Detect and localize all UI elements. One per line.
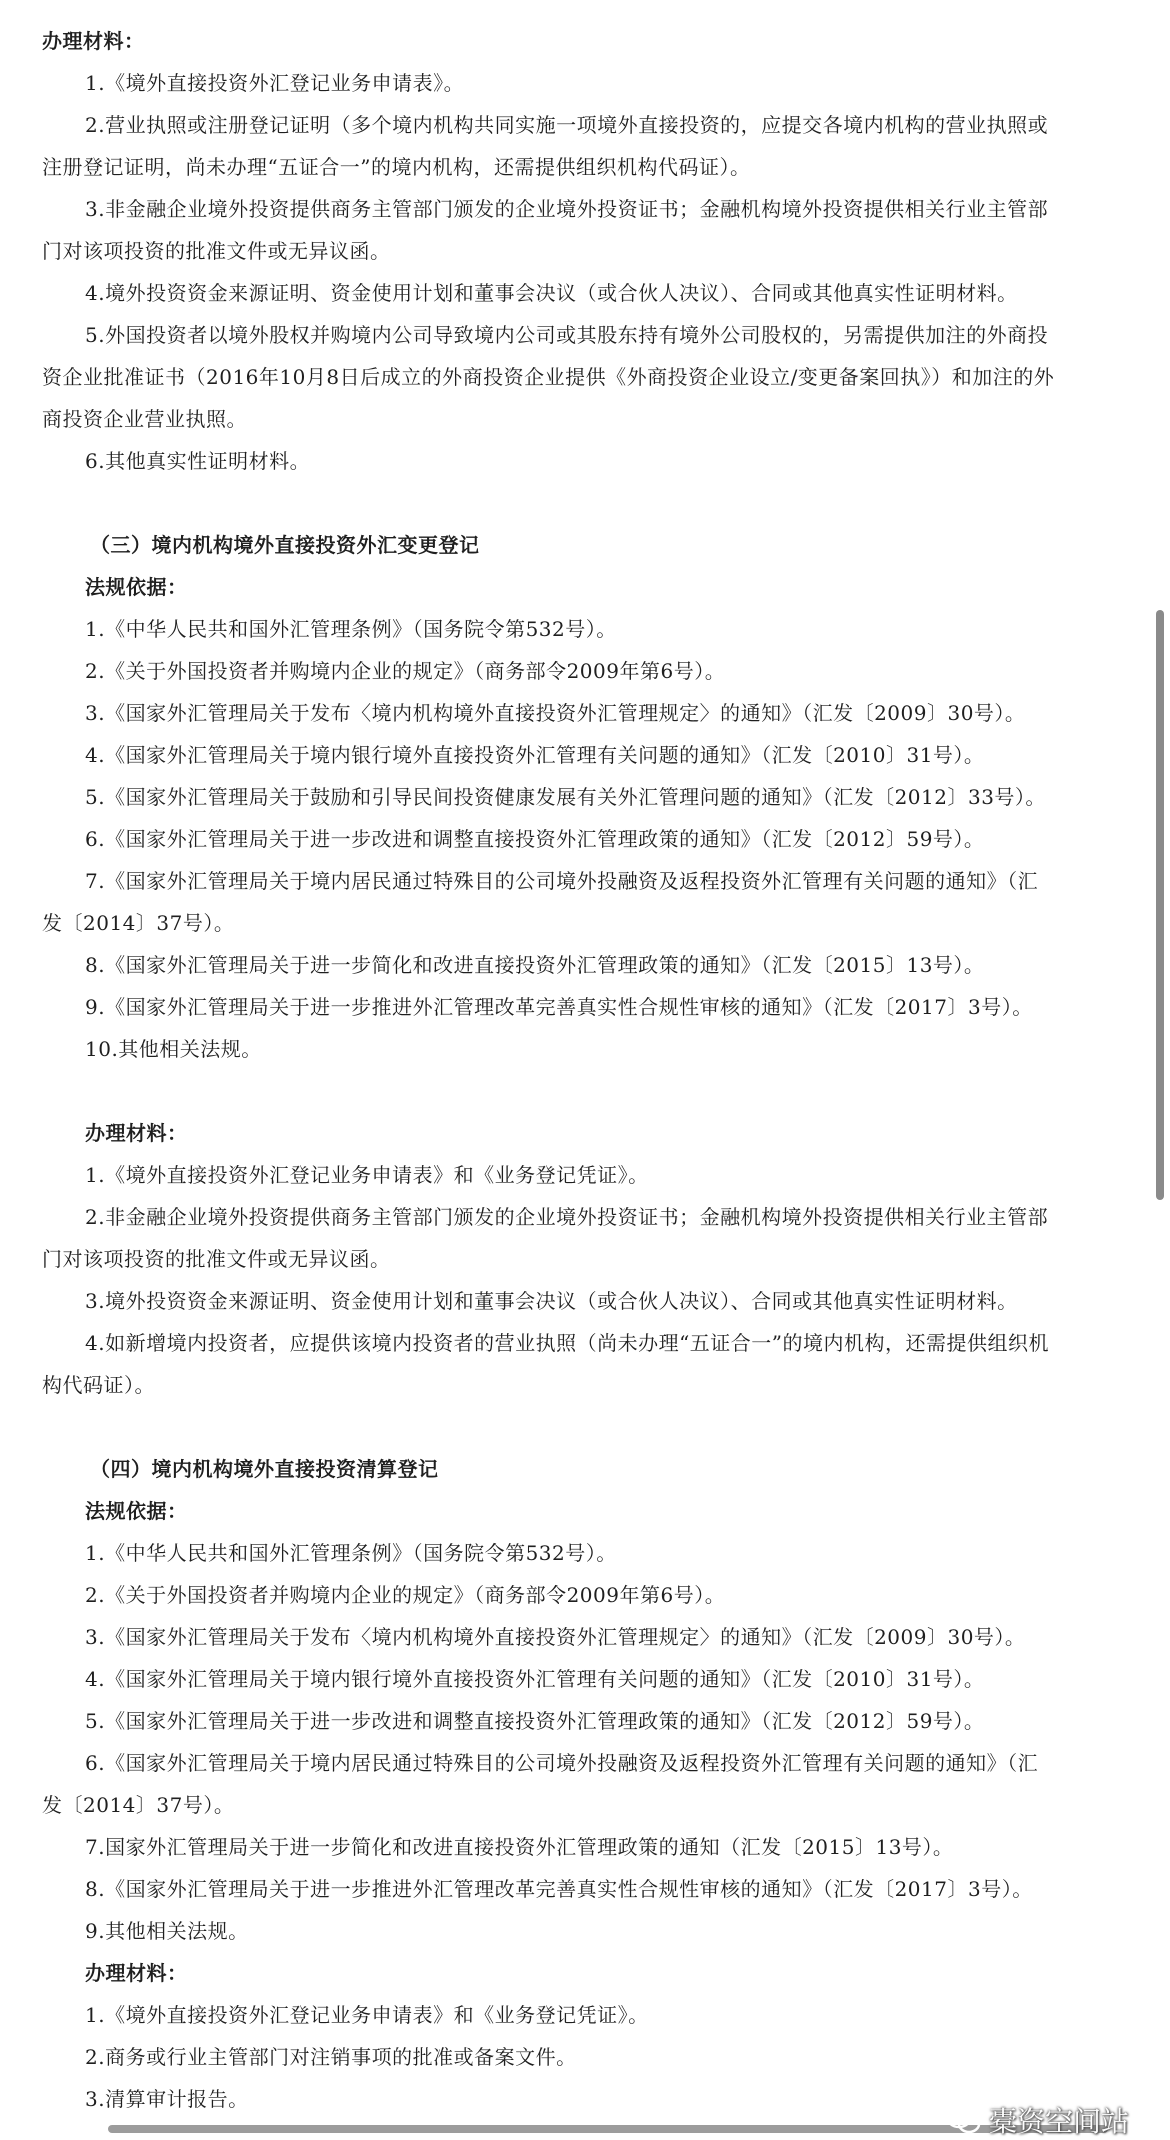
paragraph-line: 2.《关于外国投资者并购境内企业的规定》（商务部令2009年第6号）。 — [85, 1583, 726, 1607]
paragraph-line: 商投资企业营业执照。 — [42, 407, 247, 431]
paragraph-line: 5.《国家外汇管理局关于进一步改进和调整直接投资外汇管理政策的通知》（汇发〔2012〕59号）。 — [85, 1709, 985, 1733]
paragraph-line: 7.《国家外汇管理局关于境内居民通过特殊目的公司境外投融资及返程投资外汇管理有关问题的通知》（汇 — [85, 869, 1039, 893]
subheading: 法规依据： — [85, 575, 188, 599]
paragraph-line: 9.其他相关法规。 — [85, 1919, 249, 1943]
subheading: 法规依据： — [85, 1499, 188, 1523]
paragraph-line: 6.《国家外汇管理局关于进一步改进和调整直接投资外汇管理政策的通知》（汇发〔2012〕59号）。 — [85, 827, 985, 851]
paragraph-line: 4.《国家外汇管理局关于境内银行境外直接投资外汇管理有关问题的通知》（汇发〔2010〕31号）。 — [85, 1667, 985, 1691]
paragraph-line: 10.其他相关法规。 — [85, 1037, 262, 1061]
paragraph-line: 8.《国家外汇管理局关于进一步推进外汇管理改革完善真实性合规性审核的通知》（汇发〔2017〕3号）。 — [85, 1877, 1033, 1901]
paragraph-line: 7.国家外汇管理局关于进一步简化和改进直接投资外汇管理政策的通知（汇发〔2015〕13号）。 — [85, 1835, 954, 1859]
paragraph-line: 3.清算审计报告。 — [85, 2087, 249, 2111]
paragraph-line: 1.《中华人民共和国外汇管理条例》（国务院令第532号）。 — [85, 1541, 617, 1565]
paragraph-line: 5.《国家外汇管理局关于鼓励和引导民间投资健康发展有关外汇管理问题的通知》（汇发〔2012〕33号）。 — [85, 785, 1046, 809]
paragraph-line: 8.《国家外汇管理局关于进一步简化和改进直接投资外汇管理政策的通知》（汇发〔2015〕13号）。 — [85, 953, 985, 977]
paragraph-line: 1.《境外直接投资外汇登记业务申请表》和《业务登记凭证》。 — [85, 1163, 649, 1187]
paragraph-line: 3.境外投资资金来源证明、资金使用计划和董事会决议（或合伙人决议）、合同或其他真实性证明材料。 — [85, 1289, 1018, 1313]
subheading: 办理材料： — [85, 1961, 188, 1985]
vertical-scrollbar[interactable] — [1156, 0, 1168, 2133]
paragraph-line: 发〔2014〕37号）。 — [42, 1793, 235, 1817]
subheading: 办理材料： — [42, 29, 145, 53]
paragraph-line: 2.《关于外国投资者并购境内企业的规定》（商务部令2009年第6号）。 — [85, 659, 726, 683]
paragraph-line: 1.《中华人民共和国外汇管理条例》（国务院令第532号）。 — [85, 617, 617, 641]
paragraph-line: 3.非金融企业境外投资提供商务主管部门颁发的企业境外投资证书；金融机构境外投资提供相关行业主管部 — [85, 197, 1049, 221]
paragraph-line: 4.境外投资资金来源证明、资金使用计划和董事会决议（或合伙人决议）、合同或其他真实性证明材料。 — [85, 281, 1018, 305]
paragraph-line: 门对该项投资的批准文件或无异议函。 — [42, 239, 391, 263]
section-heading: （四）境内机构境外直接投资清算登记 — [90, 1457, 439, 1481]
paragraph-line: 注册登记证明，尚未办理“五证合一”的境内机构，还需提供组织机构代码证）。 — [42, 155, 751, 179]
paragraph-line: 6.其他真实性证明材料。 — [85, 449, 311, 473]
paragraph-line: 9.《国家外汇管理局关于进一步推进外汇管理改革完善真实性合规性审核的通知》（汇发〔2017〕3号）。 — [85, 995, 1033, 1019]
paragraph-line: 资企业批准证书（2016年10月8日后成立的外商投资企业提供《外商投资企业设立/变更备案回执》）和加注的外 — [42, 365, 1055, 389]
paragraph-line: 2.商务或行业主管部门对注销事项的批准或备案文件。 — [85, 2045, 577, 2069]
watermark — [945, 2100, 1129, 2140]
paragraph-line: 3.《国家外汇管理局关于发布〈境内机构境外直接投资外汇管理规定〉的通知》（汇发〔2009〕30号）。 — [85, 701, 1026, 725]
paragraph-line: 5.外国投资者以境外股权并购境内公司导致境内公司或其股东持有境外公司股权的，另需提供加注的外商投 — [85, 323, 1049, 347]
paragraph-line: 2.非金融企业境外投资提供商务主管部门颁发的企业境外投资证书；金融机构境外投资提供相关行业主管部 — [85, 1205, 1049, 1229]
paragraph-line: 4.《国家外汇管理局关于境内银行境外直接投资外汇管理有关问题的通知》（汇发〔2010〕31号）。 — [85, 743, 985, 767]
paragraph-line: 1.《境外直接投资外汇登记业务申请表》和《业务登记凭证》。 — [85, 2003, 649, 2027]
subheading: 办理材料： — [85, 1121, 188, 1145]
paragraph-line: 2.营业执照或注册登记证明（多个境内机构共同实施一项境外直接投资的，应提交各境内机构的营业执照或 — [85, 113, 1049, 137]
paragraph-line: 1.《境外直接投资外汇登记业务申请表》。 — [85, 71, 465, 95]
paragraph-line: 3.《国家外汇管理局关于发布〈境内机构境外直接投资外汇管理规定〉的通知》（汇发〔2009〕30号）。 — [85, 1625, 1026, 1649]
section-heading: （三）境内机构境外直接投资外汇变更登记 — [90, 533, 480, 557]
wechat-icon — [945, 2105, 981, 2135]
paragraph-line: 构代码证）。 — [42, 1373, 155, 1397]
paragraph-line: 发〔2014〕37号）。 — [42, 911, 235, 935]
scrollbar-thumb[interactable] — [1156, 610, 1164, 1200]
paragraph-line: 6.《国家外汇管理局关于境内居民通过特殊目的公司境外投融资及返程投资外汇管理有关问题的通知》（汇 — [85, 1751, 1039, 1775]
watermark-text: 橐资空间站 — [989, 2105, 1130, 2138]
paragraph-line: 门对该项投资的批准文件或无异议函。 — [42, 1247, 391, 1271]
paragraph-line: 4.如新增境内投资者，应提供该境内投资者的营业执照（尚未办理“五证合一”的境内机构，还需提供组织机 — [85, 1331, 1050, 1355]
